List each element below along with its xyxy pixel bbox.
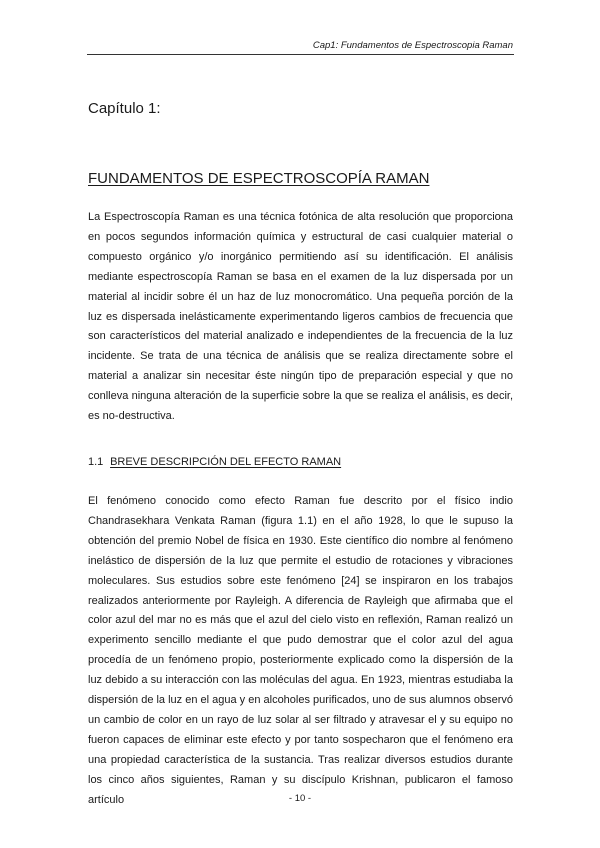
page-number: - 10 - — [288, 793, 312, 804]
section-title: BREVE DESCRIPCIÓN DEL EFECTO RAMAN — [110, 456, 342, 468]
chapter-title: FUNDAMENTOS DE ESPECTROSCOPÍA RAMAN — [88, 170, 430, 187]
section-heading — [88, 456, 341, 468]
intro-paragraph: La Espectroscopía Raman es una técnica fotónica de alta resolución que proporciona en pocos segundos información química y estructural de casi cualquier material o compuesto orgánico y/o inorgánico permitiendo así su identificación. El análisis mediante espectroscopía Raman se basa en el examen de la luz dispersada por un material al incidir sobre él un haz de luz monocromático. Una pequeña porción de la luz es dispersada inelásticamente experimentando ligeros cambios de frecuencia que son característicos del material analizado e independientes de la frecuencia de la luz incidente. Se trata de una técnica de análisis que se realiza directamente sobre el material a analizar sin necesitar éste ningún tipo de preparación especial y que no conlleva ninguna alteración de la superficie sobre la que se realiza el análisis, es decir, es no-destructiva. — [88, 211, 513, 423]
section-paragraph: El fenómeno conocido como efecto Raman fue descrito por el físico indio Chandrasekhara Venkata Raman (figura 1.1) en el año 1928, lo que le supuso la obtención del premio Nobel de física en 1930. Este científico dio nombre al fenómeno inelástico de dispersión de la luz que permite el estudio de rotaciones y vibraciones moleculares. Sus estudios sobre este fenómeno [24] se inspiraron en los trabajos realizados anteriormente por Rayleigh. A diferencia de Rayleigh que afirmaba que el color azul del mar no es más que el azul del cielo visto en reflexión, Raman realizó un experimento sencillo mediante el que pudo demostrar que el color azul del agua procedía de un fenómeno propio, posteriormente explicado como la dispersión de la luz debido a su interacción con las moléculas del agua. En 1923, mientras estudiaba la dispersión de la luz en el agua y en alcoholes purificados, uno de sus alumnos observó un cambio de color en un rayo de luz solar al ser filtrado y atravesar el y su equipo no fueron capaces de eliminar este efecto y por tanto sospecharon que el fenómeno era una propiedad característica de la sustancia. Tras realizar diversos estudios durante los cinco años siguientes, Raman y su discípulo Krishnan, publicaron el famoso artículo — [88, 495, 513, 806]
chapter-label: Capítulo 1: — [88, 100, 161, 117]
section-number: 1.1 — [88, 456, 104, 468]
running-header: Cap1: Fundamentos de Espectroscopia Raman — [312, 40, 513, 51]
header-rule — [87, 54, 514, 55]
